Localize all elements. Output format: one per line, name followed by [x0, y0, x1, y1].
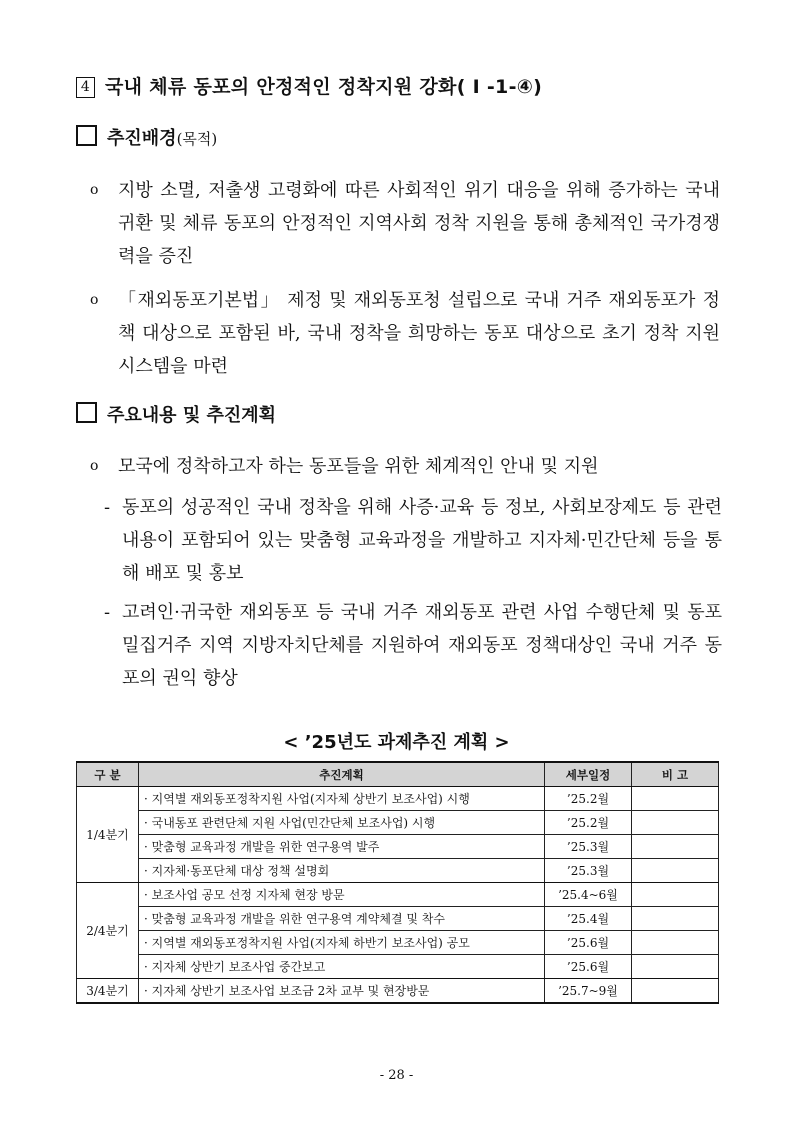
dash-bullet-icon: - [104, 497, 111, 518]
schedule-cell: ’25.6월 [545, 931, 632, 955]
note-cell [632, 979, 719, 1004]
circle-bullet-icon: o [90, 182, 99, 198]
plan-cell: · 맞춤형 교육과정 개발을 위한 연구용역 계약체결 및 착수 [139, 907, 545, 931]
table-row [77, 835, 719, 859]
schedule-cell: ’25.6월 [545, 955, 632, 979]
plan-cell: · 지자체 상반기 보조사업 보조금 2차 교부 및 현장방문 [139, 979, 545, 1004]
bullet-text: 지방 소멸, 저출생 고령화에 따른 사회적인 위기 대응을 위해 증가하는 국내 귀환 및 체류 동포의 안정적인 지역사회 정착 지원을 통해 총체적인 국가경쟁력을 증진 [118, 180, 720, 267]
table-title: < ’25년도 과제추진 계획 > [283, 732, 510, 753]
table-header-row [77, 762, 719, 787]
contents-dash-item-1 [104, 491, 722, 590]
contents-dash-item-2 [104, 596, 722, 695]
header-schedule: 세부일정 [545, 762, 632, 787]
plan-cell: · 지역별 재외동포정착지원 사업(지자체 하반기 보조사업) 공모 [139, 931, 545, 955]
schedule-cell: ’25.4월 [545, 907, 632, 931]
note-cell [632, 835, 719, 859]
contents-bullet [90, 450, 720, 483]
contents-section-title: 주요내용 및 추진계획 [76, 401, 276, 427]
quarter-cell: 3/4분기 [77, 979, 139, 1004]
schedule-cell: ’25.3월 [545, 859, 632, 883]
schedule-cell: ’25.7~9월 [545, 979, 632, 1004]
plan-cell: · 맞춤형 교육과정 개발을 위한 연구용역 발주 [139, 835, 545, 859]
background-bullet-1 [90, 174, 720, 273]
note-cell [632, 955, 719, 979]
header-quarter: 구 분 [77, 762, 139, 787]
background-section-title: 추진배경(목적) [76, 124, 217, 150]
table-row [77, 859, 719, 883]
note-cell [632, 931, 719, 955]
table-row [77, 811, 719, 835]
note-cell [632, 811, 719, 835]
page-number: - 28 - [379, 1068, 414, 1083]
circle-bullet-icon: o [90, 292, 99, 308]
plan-cell: · 국내동포 관련단체 지원 사업(민간단체 보조사업) 시행 [139, 811, 545, 835]
bullet-text: 「재외동포기본법」 제정 및 재외동포청 설립으로 국내 거주 재외동포가 정책 대상으로 포함된 바, 국내 정착을 희망하는 동포 대상으로 초기 정착 지원시스템을 마련 [118, 290, 721, 377]
schedule-cell: ’25.2월 [545, 787, 632, 811]
schedule-cell: ’25.3월 [545, 835, 632, 859]
bullet-text: 모국에 정착하고자 하는 동포들을 위한 체계적인 안내 및 지원 [118, 456, 599, 477]
table-row [77, 979, 719, 1004]
table-row [77, 907, 719, 931]
quarter-cell: 2/4분기 [77, 883, 139, 979]
dash-text: 고려인·귀국한 재외동포 등 국내 거주 재외동포 관련 사업 수행단체 및 동포밀집거주 지역 지방자치단체를 지원하여 재외동포 정책대상인 국내 거주 동포의 권익 향상 [122, 602, 722, 689]
dash-text: 동포의 성공적인 국내 정착을 위해 사증·교육 등 정보, 사회보장제도 등 관련 내용이 포함되어 있는 맞춤형 교육과정을 개발하고 지자체·민간단체 등을 통해 배포 및 홍보 [122, 497, 722, 584]
checkbox-square-icon [76, 402, 97, 423]
section-heading [76, 72, 542, 99]
schedule-cell: ’25.4~6월 [545, 883, 632, 907]
table-row [77, 883, 719, 907]
background-bullet-2 [90, 284, 720, 383]
dash-bullet-icon: - [104, 602, 111, 623]
header-note: 비 고 [632, 762, 719, 787]
note-cell [632, 859, 719, 883]
section-heading-title: 국내 체류 동포의 안정적인 정착지원 강화( I -1-④) [105, 76, 543, 98]
plan-cell: · 지자체·동포단체 대상 정책 설명회 [139, 859, 545, 883]
section-number-box: 4 [76, 77, 95, 98]
circle-bullet-icon: o [90, 458, 99, 474]
plan-cell: · 지자체 상반기 보조사업 중간보고 [139, 955, 545, 979]
plan-cell: · 지역별 재외동포정착지원 사업(지자체 상반기 보조사업) 시행 [139, 787, 545, 811]
note-cell [632, 883, 719, 907]
table-row [77, 787, 719, 811]
schedule-cell: ’25.2월 [545, 811, 632, 835]
note-cell [632, 787, 719, 811]
plan-cell: · 보조사업 공모 선정 지자체 현장 방문 [139, 883, 545, 907]
quarter-cell: 1/4분기 [77, 787, 139, 883]
note-cell [632, 907, 719, 931]
checkbox-square-icon [76, 125, 97, 146]
table-row [77, 931, 719, 955]
plan-table [76, 761, 719, 1004]
header-plan: 추진계획 [139, 762, 545, 787]
table-row [77, 955, 719, 979]
